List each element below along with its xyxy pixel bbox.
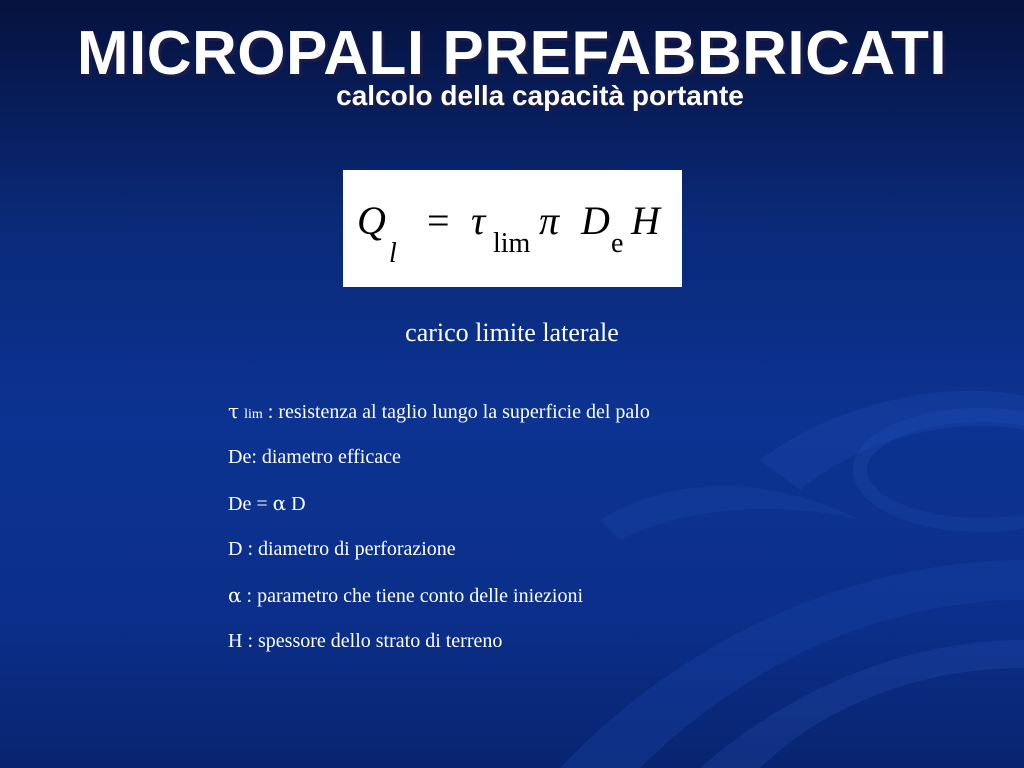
definition-separator: :	[262, 401, 279, 423]
formula-d-subscript: e	[611, 228, 624, 259]
definition-de	[228, 442, 928, 488]
definition-text: D	[286, 493, 306, 515]
alpha-symbol: α	[272, 491, 287, 515]
definition-text: H : spessore dello strato di terreno	[228, 630, 503, 652]
definition-de-formula	[228, 488, 928, 534]
formula-d: D	[581, 198, 610, 243]
formula-tau: τ	[471, 198, 486, 243]
definition-prefix: De =	[228, 493, 273, 515]
definition-d	[228, 534, 928, 580]
definition-text: resistenza al taglio lungo la superficie del palo	[278, 401, 650, 423]
formula-h: H	[631, 198, 660, 243]
slide-title: MICROPALI PREFABBRICATI	[76, 19, 948, 88]
slide-subtitle: calcolo della capacità portante	[336, 80, 744, 111]
definition-h	[228, 626, 928, 672]
formula-pi: π	[539, 198, 560, 243]
formula-equals: =	[427, 198, 450, 243]
formula-box	[343, 170, 682, 287]
tau-symbol: τ	[228, 399, 240, 423]
definition-text: De: diametro efficace	[228, 446, 401, 468]
definitions-list	[228, 396, 928, 672]
formula-caption: carico limite laterale	[405, 318, 619, 347]
alpha-symbol: α	[228, 583, 242, 607]
formula-equation	[343, 170, 682, 287]
formula-q-subscript: l	[389, 238, 397, 269]
formula-tau-subscript: lim	[493, 228, 531, 259]
formula-q: Q	[357, 198, 386, 243]
definition-text: D : diametro di perforazione	[228, 538, 456, 560]
definition-text: : parametro che tiene conto delle iniezioni	[241, 585, 584, 607]
lim-subscript: lim	[244, 407, 263, 422]
definition-alpha	[228, 580, 928, 626]
definition-tau-lim	[228, 396, 928, 442]
